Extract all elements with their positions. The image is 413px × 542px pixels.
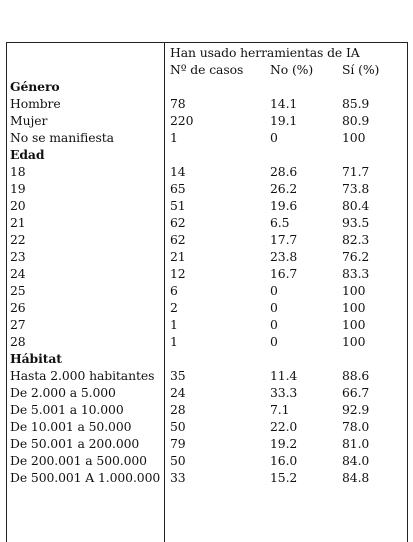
no-percent-value: 28.6 [270,164,298,179]
cases-value: 28 [170,402,186,417]
table-right-border [407,42,408,542]
table-left-border [6,42,7,542]
table-row [10,248,402,265]
no-percent-value: 23.8 [270,249,298,264]
empty-cell [270,350,342,367]
table-row [10,163,402,180]
row-label: 25 [10,283,26,298]
no-percent-value: 16.7 [270,266,298,281]
si-percent-value: 92.9 [342,402,370,417]
survey-table [10,44,402,486]
row-label: De 50.001 a 200.000 [10,436,140,451]
cases-value: 2 [170,300,178,315]
section-header-row [10,146,402,163]
si-percent-value: 100 [342,317,366,332]
table-row [10,367,402,384]
si-percent-value: 100 [342,300,366,315]
row-label: 19 [10,181,26,196]
cases-value: 1 [170,317,178,332]
table-row [10,333,402,350]
no-percent-value: 0 [270,283,278,298]
cases-value: 51 [170,198,186,213]
cases-value: 78 [170,96,186,111]
table-row [10,197,402,214]
cases-value: 21 [170,249,186,264]
row-label: Hasta 2.000 habitantes [10,368,155,383]
row-label: 28 [10,334,26,349]
row-label: 27 [10,317,26,332]
table-row [10,469,402,486]
cases-value: 12 [170,266,186,281]
table-row [10,401,402,418]
col-header-no: No (%) [270,62,314,77]
table-row [10,299,402,316]
cases-value: 79 [170,436,186,451]
row-label: 18 [10,164,26,179]
table-row [10,231,402,248]
row-label: De 2.000 a 5.000 [10,385,116,400]
si-percent-value: 73.8 [342,181,370,196]
no-percent-value: 19.2 [270,436,298,451]
si-percent-value: 84.8 [342,470,370,485]
empty-cell [342,146,402,163]
table-row [10,418,402,435]
no-percent-value: 17.7 [270,232,298,247]
section-title: Edad [10,147,45,162]
cases-value: 33 [170,470,186,485]
empty-cell [170,78,270,95]
cases-value: 6 [170,283,178,298]
no-percent-value: 33.3 [270,385,298,400]
cases-value: 50 [170,453,186,468]
table-row [10,316,402,333]
si-percent-value: 76.2 [342,249,370,264]
si-percent-value: 82.3 [342,232,370,247]
no-percent-value: 11.4 [270,368,298,383]
table-row [10,180,402,197]
table-row [10,214,402,231]
row-label: 21 [10,215,26,230]
section-header-row [10,350,402,367]
si-percent-value: 80.9 [342,113,370,128]
si-percent-value: 85.9 [342,96,370,111]
row-label: Mujer [10,113,48,128]
si-percent-value: 81.0 [342,436,370,451]
si-percent-value: 100 [342,130,366,145]
section-title: Hábitat [10,351,62,366]
table-row [10,112,402,129]
empty-cell [170,350,270,367]
no-percent-value: 6.5 [270,215,290,230]
empty-cell [170,146,270,163]
no-percent-value: 26.2 [270,181,298,196]
si-percent-value: 80.4 [342,198,370,213]
si-percent-value: 66.7 [342,385,370,400]
group-title: Han usado herramientas de IA [170,45,360,60]
no-percent-value: 22.0 [270,419,298,434]
no-percent-value: 19.1 [270,113,298,128]
no-percent-value: 7.1 [270,402,290,417]
no-percent-value: 0 [270,317,278,332]
row-label: 22 [10,232,26,247]
row-label: De 10.001 a 50.000 [10,419,132,434]
no-percent-value: 14.1 [270,96,298,111]
col-header-si: Sí (%) [342,62,380,77]
cases-value: 24 [170,385,186,400]
empty-cell [342,78,402,95]
cases-value: 62 [170,232,186,247]
table-row [10,95,402,112]
si-percent-value: 100 [342,334,366,349]
table-row [10,452,402,469]
section-header-row [10,78,402,95]
table-header-row-1 [10,44,402,61]
empty-cell [342,350,402,367]
row-label: De 5.001 a 10.000 [10,402,124,417]
row-label: De 200.001 a 500.000 [10,453,147,468]
si-percent-value: 78.0 [342,419,370,434]
row-label: No se manifiesta [10,130,114,145]
row-label: 20 [10,198,26,213]
no-percent-value: 0 [270,334,278,349]
header-empty-cell [10,61,170,78]
si-percent-value: 100 [342,283,366,298]
header-empty-cell [10,44,170,61]
cases-value: 220 [170,113,194,128]
table-row [10,129,402,146]
no-percent-value: 15.2 [270,470,298,485]
si-percent-value: 84.0 [342,453,370,468]
si-percent-value: 71.7 [342,164,370,179]
section-title: Género [10,79,60,94]
empty-cell [270,78,342,95]
si-percent-value: 88.6 [342,368,370,383]
cases-value: 65 [170,181,186,196]
row-label: 26 [10,300,26,315]
no-percent-value: 19.6 [270,198,298,213]
cases-value: 35 [170,368,186,383]
table-row [10,384,402,401]
no-percent-value: 16.0 [270,453,298,468]
row-label: Hombre [10,96,61,111]
table-row [10,435,402,452]
empty-cell [270,146,342,163]
cases-value: 62 [170,215,186,230]
table-row [10,265,402,282]
cases-value: 50 [170,419,186,434]
col-header-cases: Nº de casos [170,62,244,77]
cases-value: 1 [170,130,178,145]
row-label: De 500.001 A 1.000.000 [10,470,161,485]
no-percent-value: 0 [270,300,278,315]
si-percent-value: 83.3 [342,266,370,281]
cases-value: 1 [170,334,178,349]
row-label: 24 [10,266,26,281]
no-percent-value: 0 [270,130,278,145]
table-header-row-2 [10,61,402,78]
table-top-rule [6,42,408,43]
table-row [10,282,402,299]
cases-value: 14 [170,164,186,179]
si-percent-value: 93.5 [342,215,370,230]
row-label: 23 [10,249,26,264]
